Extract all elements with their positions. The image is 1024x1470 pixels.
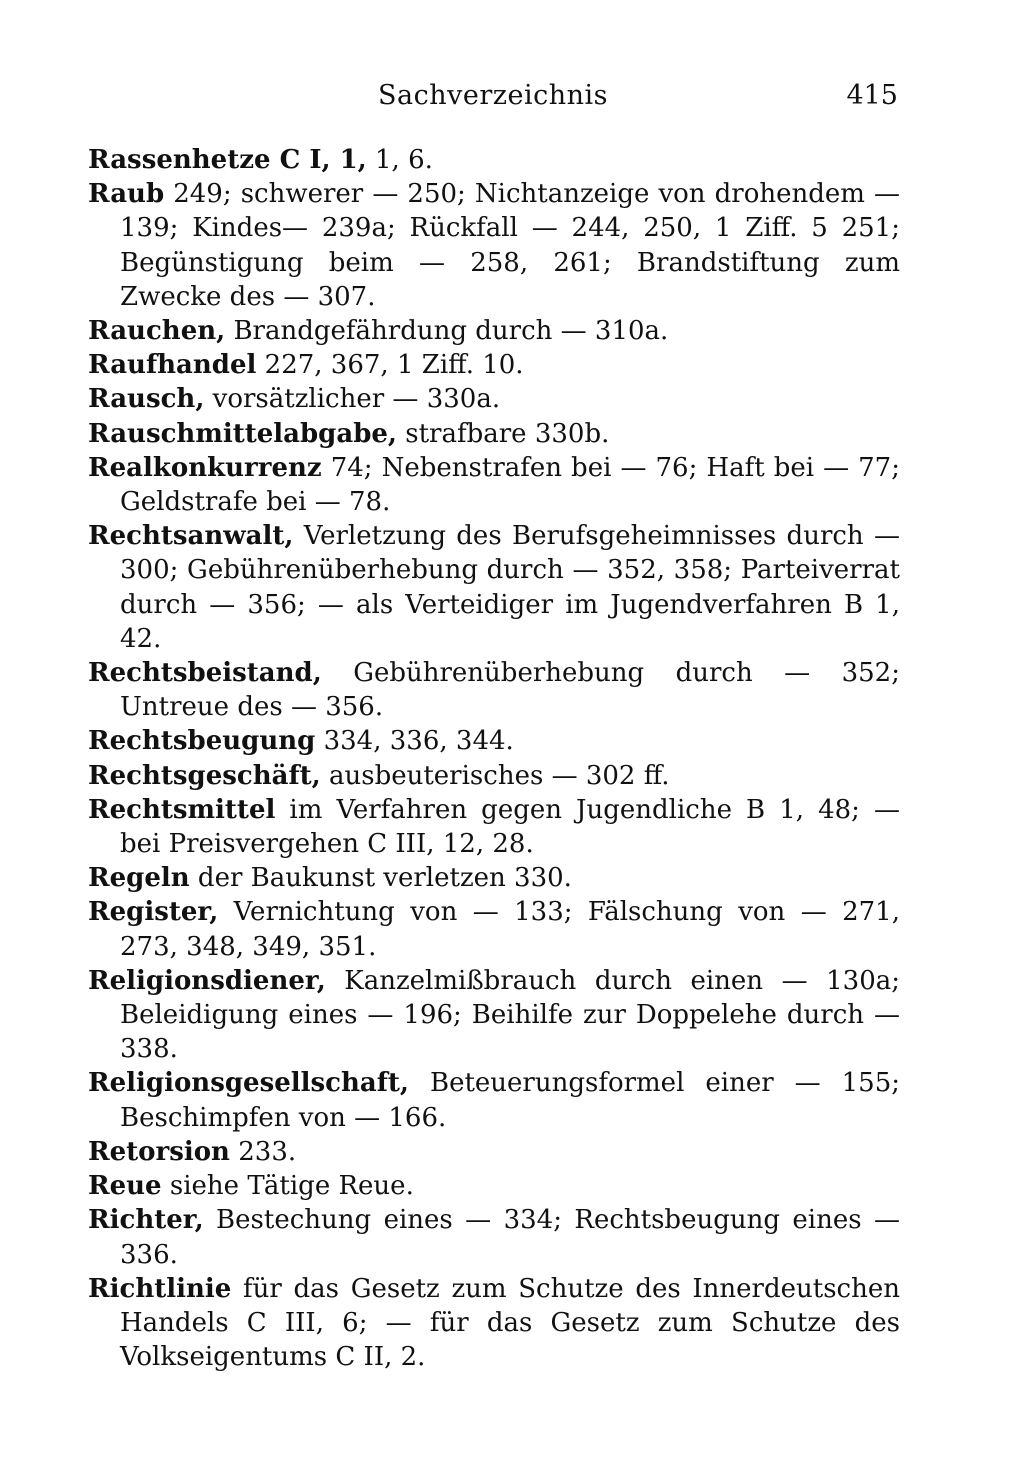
entry-term: Richter, bbox=[88, 1205, 204, 1236]
entry-term: Retorsion bbox=[88, 1136, 230, 1167]
entry-term: Rechtsgeschäft, bbox=[88, 760, 321, 791]
entry-term: Regeln bbox=[88, 863, 190, 894]
index-entry bbox=[88, 1066, 900, 1134]
index-entry bbox=[88, 724, 900, 758]
index-entry bbox=[88, 519, 900, 656]
entry-term: Rauchen, bbox=[88, 316, 226, 347]
entry-refs: Verletzung des Berufsgeheimnisses durch — 300; Gebührenüberhebung durch — 352, 358; Parteiverrat durch — 356; — als Verteidiger im Jugendverfahren B 1, 42. bbox=[120, 521, 900, 654]
entry-refs: für das Gesetz zum Schutze des Innerdeutschen Handels C III, 6; — für das Gesetz zum Schutze des Volkseigentums C II, 2. bbox=[120, 1273, 900, 1373]
entry-refs: siehe Tätige Reue. bbox=[161, 1171, 414, 1202]
entry-term: Raufhandel bbox=[88, 350, 257, 381]
page-header bbox=[88, 80, 898, 120]
entry-term: Rechtsanwalt, bbox=[88, 521, 294, 552]
index-entry bbox=[88, 861, 900, 895]
entry-refs: Vernichtung von — 133; Fälschung von — 271, 273, 348, 349, 351. bbox=[120, 897, 900, 962]
entry-term: Register, bbox=[88, 897, 219, 928]
entry-refs: Kanzelmißbrauch durch einen — 130a; Beleidigung eines — 196; Beihilfe zur Doppelehe durch — 338. bbox=[120, 965, 900, 1065]
entry-term: Religionsdiener, bbox=[88, 965, 326, 996]
index-entry bbox=[88, 177, 900, 314]
entry-refs: Beteuerungsformel einer — 155; Beschimpfen von — 166. bbox=[120, 1068, 900, 1133]
entry-term: Rechtsmittel bbox=[88, 794, 276, 825]
index-entry bbox=[88, 314, 900, 348]
index-entries bbox=[88, 143, 900, 1374]
entry-refs: ausbeuterisches — 302 ff. bbox=[320, 760, 670, 791]
index-entry bbox=[88, 759, 900, 793]
index-entry bbox=[88, 1272, 900, 1375]
index-entry bbox=[88, 895, 900, 963]
entry-refs: 249; schwerer — 250; Nichtanzeige von drohendem — 139; Kindes— 239a; Rückfall — 244, 250, 1 Ziff. 5 251; Begünstigung beim — 258, 261; Brandstiftung zum Zwecke des — 307. bbox=[120, 179, 900, 312]
entry-refs: vorsätzlicher — 330a. bbox=[204, 384, 501, 415]
entry-refs: 74; Nebenstrafen bei — 76; Haft bei — 77; Geldstrafe bei — 78. bbox=[120, 452, 900, 518]
index-entry bbox=[88, 1135, 900, 1169]
index-entry bbox=[88, 348, 900, 382]
index-entry bbox=[88, 1203, 900, 1271]
entry-term: Richtlinie bbox=[88, 1273, 232, 1304]
entry-term: Rassenhetze C I, 1, bbox=[88, 145, 367, 175]
entry-term: Rechtsbeistand, bbox=[88, 658, 322, 689]
entry-refs: Brandgefährdung durch — 310a. bbox=[225, 316, 669, 347]
index-entry bbox=[88, 451, 900, 519]
entry-refs: Gebührenüberhebung durch — 352; Untreue des — 356. bbox=[120, 658, 900, 723]
running-title: Sachverzeichnis bbox=[378, 80, 608, 111]
entry-refs: 233. bbox=[229, 1136, 297, 1167]
index-entry bbox=[88, 964, 900, 1067]
entry-term: Religionsgesellschaft, bbox=[88, 1068, 409, 1099]
index-entry bbox=[88, 382, 900, 416]
entry-term: Raub bbox=[88, 179, 165, 210]
entry-refs: 334, 336, 344. bbox=[315, 726, 514, 757]
entry-term: Rauschmittelabgabe, bbox=[88, 418, 397, 449]
index-entry bbox=[88, 793, 900, 861]
entry-term: Realkonkurrenz bbox=[88, 452, 322, 483]
entry-term: Reue bbox=[88, 1171, 162, 1202]
entry-refs: der Baukunst verletzen 330. bbox=[189, 863, 572, 894]
page-number: 415 bbox=[846, 80, 898, 111]
index-entry bbox=[88, 417, 900, 451]
entry-term: Rausch, bbox=[88, 384, 205, 415]
index-entry bbox=[88, 143, 900, 177]
entry-refs: Bestechung eines — 334; Rechtsbeugung eines — 336. bbox=[120, 1205, 900, 1270]
index-entry bbox=[88, 656, 900, 724]
entry-refs: im Verfahren gegen Jugendliche B 1, 48; — bei Preisvergehen C III, 12, 28. bbox=[120, 794, 900, 860]
entry-refs: strafbare 330b. bbox=[396, 418, 610, 449]
entry-term: Rechtsbeugung bbox=[88, 726, 316, 757]
entry-refs: 227, 367, 1 Ziff. 10. bbox=[256, 350, 524, 381]
entry-refs: 1, 6. bbox=[366, 145, 433, 175]
index-entry bbox=[88, 1169, 900, 1203]
